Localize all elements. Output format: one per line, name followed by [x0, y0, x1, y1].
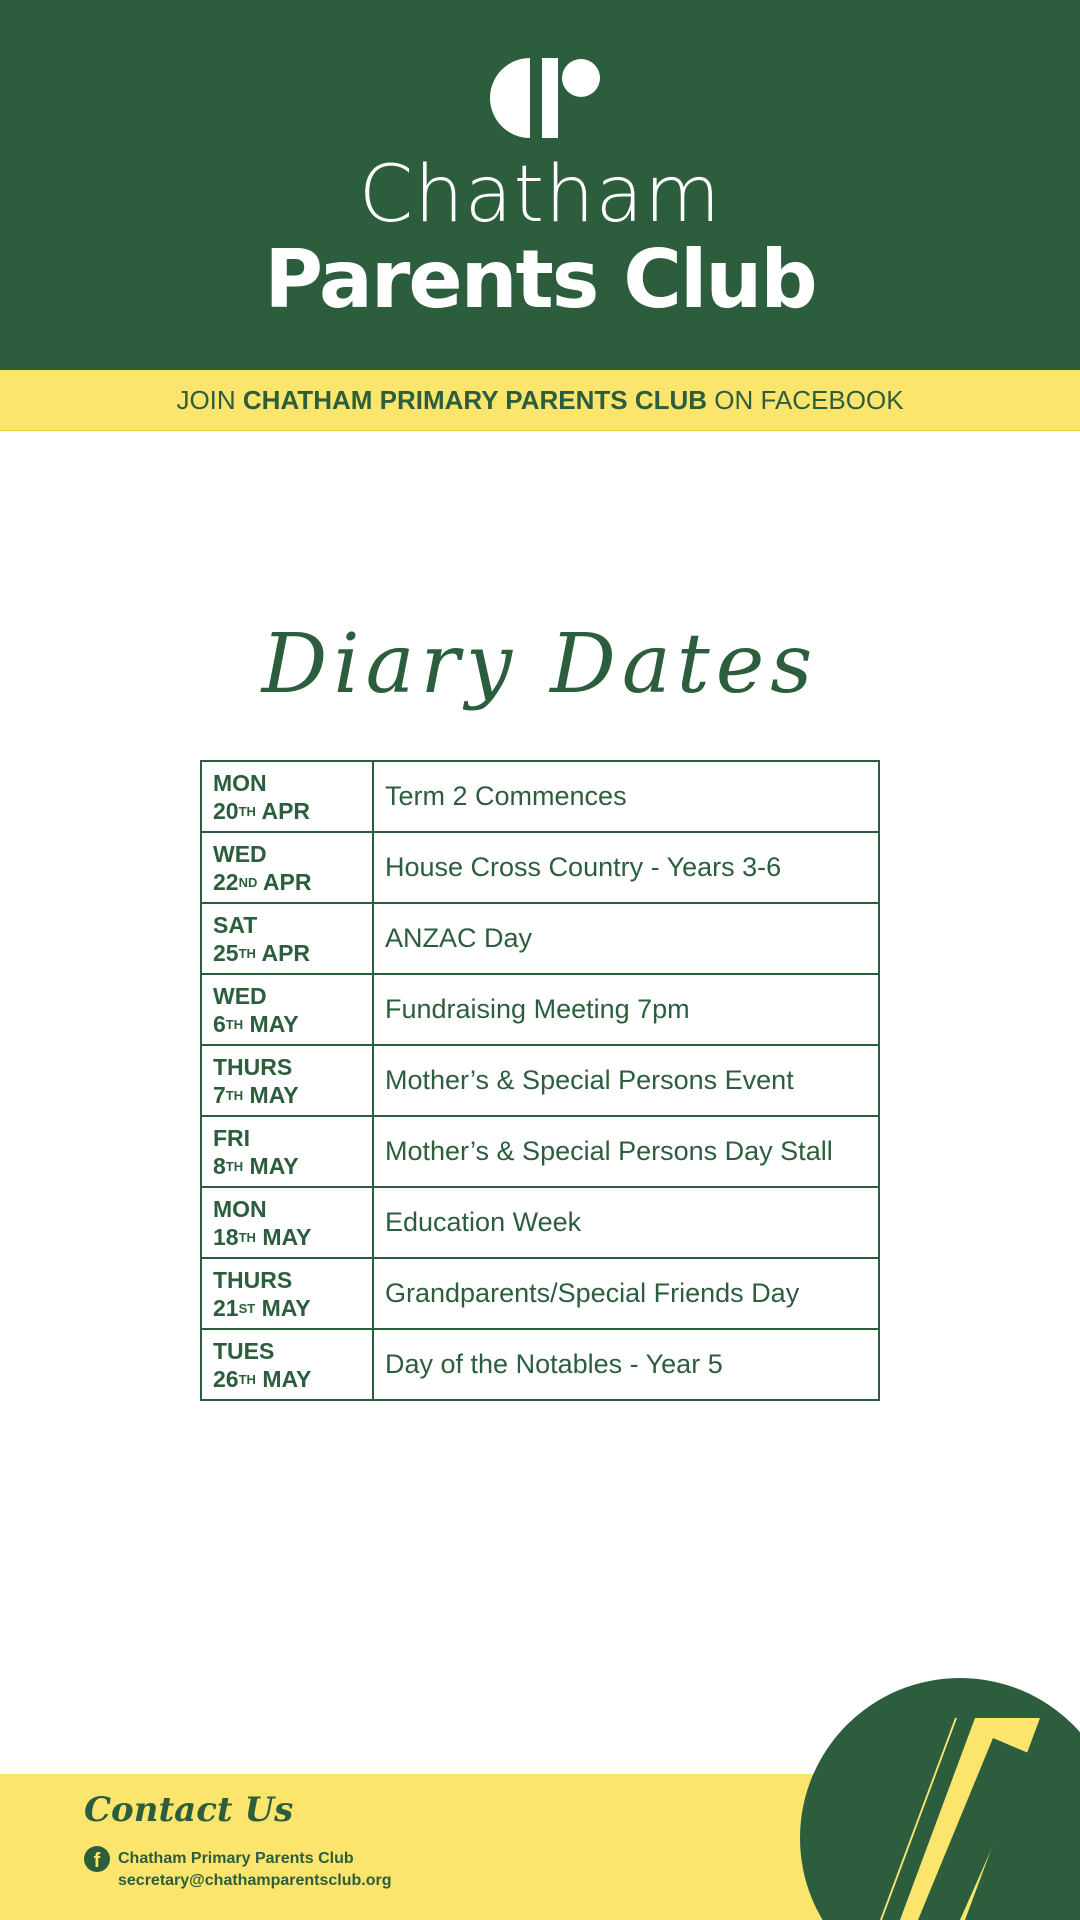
date-month: MAY — [261, 1294, 311, 1321]
date-number: 26 — [213, 1365, 239, 1392]
facebook-icon: f — [84, 1846, 110, 1872]
date-suffix: TH — [225, 1016, 244, 1032]
weekday: WED — [213, 840, 267, 867]
event-cell: ANZAC Day — [373, 903, 879, 974]
date-suffix: TH — [238, 945, 256, 961]
brand-name-line2: Parents Club — [264, 233, 816, 326]
weekday: SAT — [213, 911, 258, 938]
weekday: THURS — [213, 1053, 293, 1080]
banner-prefix: JOIN — [176, 385, 243, 415]
date-number: 18 — [213, 1223, 239, 1250]
diary-dates-title: Diary Dates — [261, 617, 819, 712]
date-month: APR — [261, 939, 311, 966]
date-suffix: TH — [225, 1158, 244, 1174]
weekday: THURS — [213, 1266, 293, 1293]
facebook-contact[interactable] — [84, 1846, 354, 1872]
event-cell: Mother’s & Special Persons Day Stall — [373, 1116, 879, 1187]
date-month: MAY — [262, 1365, 312, 1392]
event-cell: Education Week — [373, 1187, 879, 1258]
weekday: TUES — [213, 1337, 275, 1364]
event-cell: Mother’s & Special Persons Event — [373, 1045, 879, 1116]
weekday: MON — [213, 769, 267, 796]
date-month: MAY — [262, 1223, 312, 1250]
date-suffix: ST — [238, 1300, 256, 1316]
event-cell: Term 2 Commences — [373, 761, 879, 832]
date-month: MAY — [249, 1152, 299, 1179]
facebook-name: Chatham Primary Parents Club — [118, 1850, 354, 1867]
weekday: WED — [213, 982, 267, 1009]
banner-group-name: CHATHAM PRIMARY PARENTS CLUB — [242, 385, 708, 415]
contact-us-title: Contact Us — [84, 1790, 294, 1830]
date-suffix: TH — [225, 1087, 244, 1103]
event-cell: Fundraising Meeting 7pm — [373, 974, 879, 1045]
date-number: 8 — [213, 1152, 226, 1179]
date-month: APR — [262, 868, 312, 895]
date-month: MAY — [249, 1081, 299, 1108]
date-number: 7 — [213, 1081, 226, 1108]
date-number: 25 — [213, 939, 239, 966]
event-cell: Grandparents/Special Friends Day — [373, 1258, 879, 1329]
date-number: 6 — [213, 1010, 226, 1037]
banner-suffix: ON FACEBOOK — [707, 385, 904, 415]
date-suffix: TH — [238, 1371, 256, 1387]
weekday: FRI — [213, 1124, 251, 1151]
event-cell: House Cross Country - Years 3-6 — [373, 832, 879, 903]
weekday: MON — [213, 1195, 267, 1222]
date-number: 20 — [213, 797, 239, 824]
date-month: APR — [261, 797, 311, 824]
contact-email[interactable]: secretary@chathamparentsclub.org — [118, 1872, 392, 1889]
brand-name-line1: Chatham — [358, 150, 722, 240]
date-number: 21 — [213, 1294, 239, 1321]
date-number: 22 — [213, 868, 239, 895]
date-suffix: TH — [238, 1229, 256, 1245]
event-cell: Day of the Notables - Year 5 — [373, 1329, 879, 1400]
date-suffix: TH — [238, 803, 256, 819]
date-month: MAY — [249, 1010, 299, 1037]
date-suffix: ND — [238, 874, 258, 890]
